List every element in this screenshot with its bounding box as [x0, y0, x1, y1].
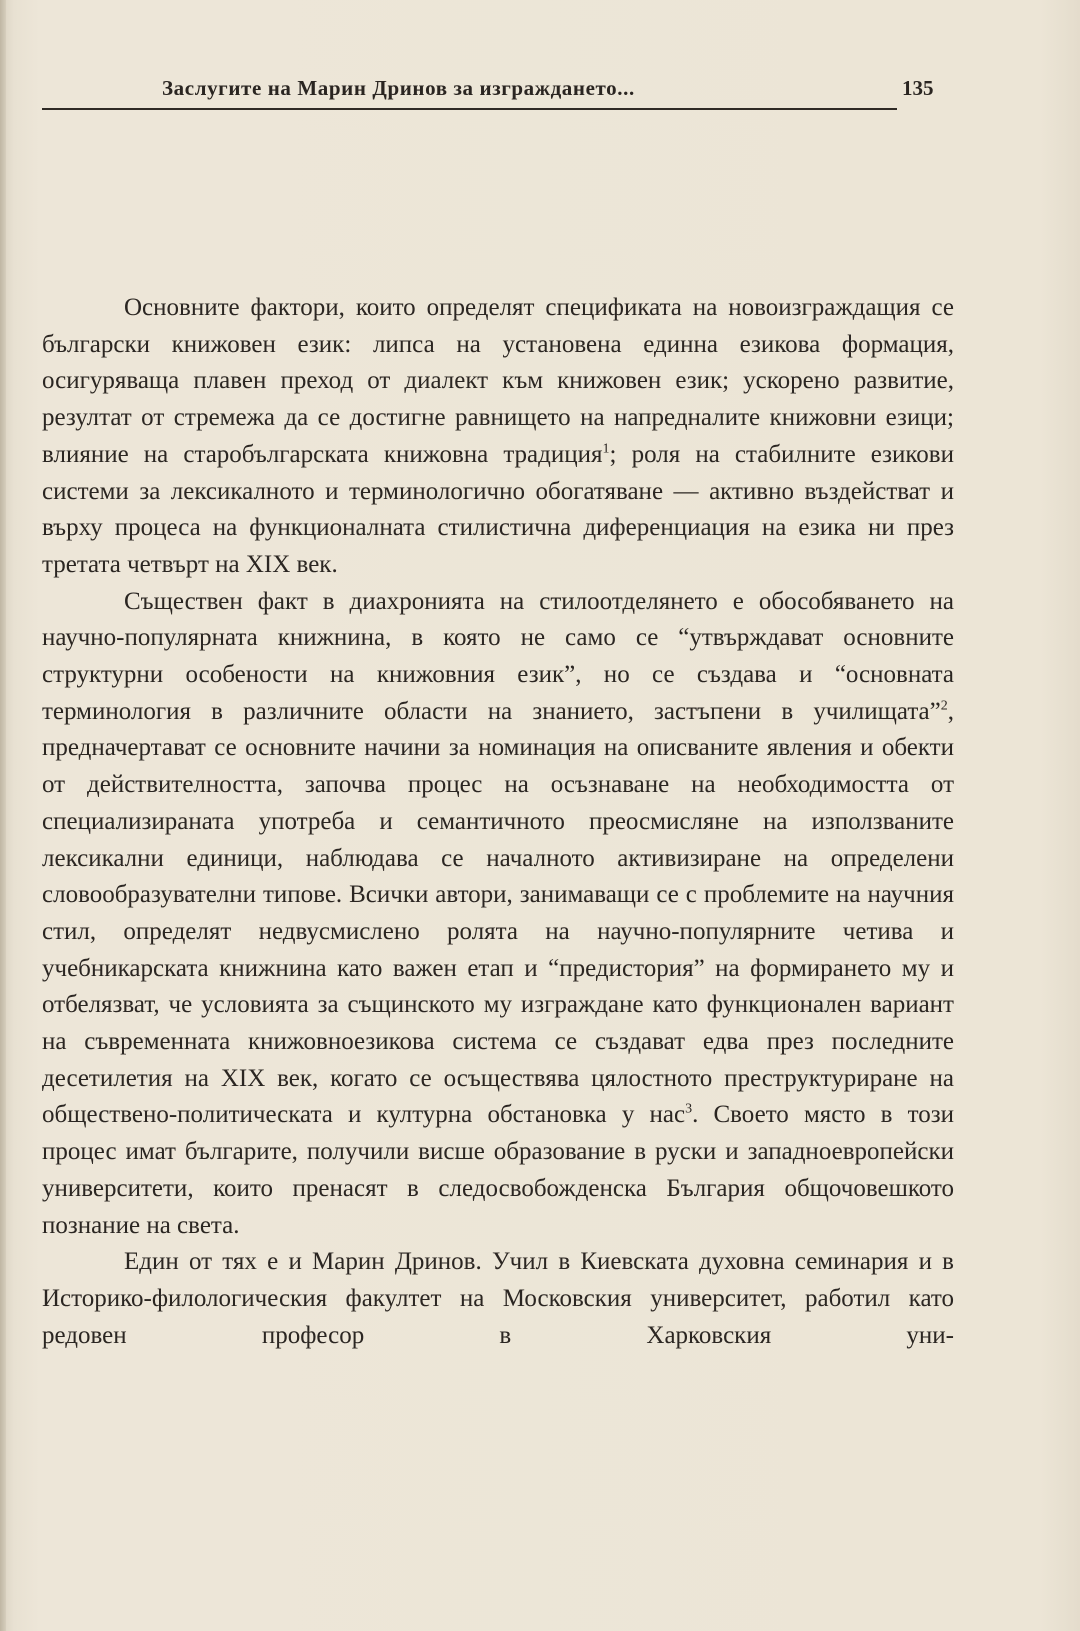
footnote-ref-2: 2: [940, 698, 948, 714]
body-text: [42, 290, 954, 1354]
paragraph-1-text-a: Основните фактори, които определят спецификата на новоизграждащия се български книжовен език: липса на установена единна езикова формация, осигуряваща плавен преход от диалект към книжовен език; ускорено развитие, резултат от стремежа да се достигне равнището на напредналите книжовни езици; влияние на старобългарската книжовна традиция: [42, 294, 954, 468]
paragraph-3-text: Един от тях е и Марин Дринов. Учил в Киевската духовна семинария и в Историко-филологическия факултет на Московския университет, работил като редовен професор в Харковския уни-: [42, 1248, 954, 1349]
paragraph-1: [42, 290, 954, 584]
paragraph-2-text-c: . Своето място в този процес имат българите, получили висше образование в руски и западноевропейски университети, които пренасят в следосвобожденска България общочовешкото познание на света.: [42, 1101, 955, 1239]
paragraph-1-text-b: ; роля на стабилните езикови системи за лексикалното и терминологично обогатяване — активно въздействат и върху процеса на функционалната стилистична диференциация на езика ни през третата четвърт на XIX век.: [42, 440, 954, 578]
paragraph-2-text-a: Съществен факт в диахронията на стилоотделянето е обособяването на научно-популярната книжнина, в която не само се “утвърждават основните структурни особености на книжовния език”, но се създава и “основната терминология в различните области на знанието, застъпени в училищата”: [42, 587, 954, 725]
running-header: [42, 70, 934, 110]
paragraph-3: [42, 1244, 954, 1354]
page-number: 135: [902, 76, 934, 100]
paragraph-2-text-b: , предначертават се основните начини за номинация на описваните явления и обекти от действителността, започва процес на осъзнаване на необходимостта от специализираната употреба и семантичното преосмисляне на използваните лексикални единици, наблюдава се началното активизиране на определени словообразувателни типове. Всички автори, занимаващи се с проблемите на научния стил, определят недвусмислено ролята на научно-популярните четива и учебникарската книжнина като важен етап и “предистория” на формирането му и отбелязват, че условията за същинското му изграждане като функционален вариант на съвременната книжовноезикова система се създават едва през последните десетилетия на XIX век, когато се осъществява цялостното преструктуриране на обществено-политическата и културна обстановка у нас: [42, 697, 954, 1129]
book-spine-shadow: [0, 0, 6, 1631]
header-rule: [42, 108, 897, 110]
footnote-ref-1: 1: [602, 441, 610, 457]
paragraph-2: [42, 584, 954, 1245]
footnote-ref-3: 3: [685, 1102, 693, 1118]
running-title: Заслугите на Марин Дринов за изграждането...: [162, 76, 635, 100]
